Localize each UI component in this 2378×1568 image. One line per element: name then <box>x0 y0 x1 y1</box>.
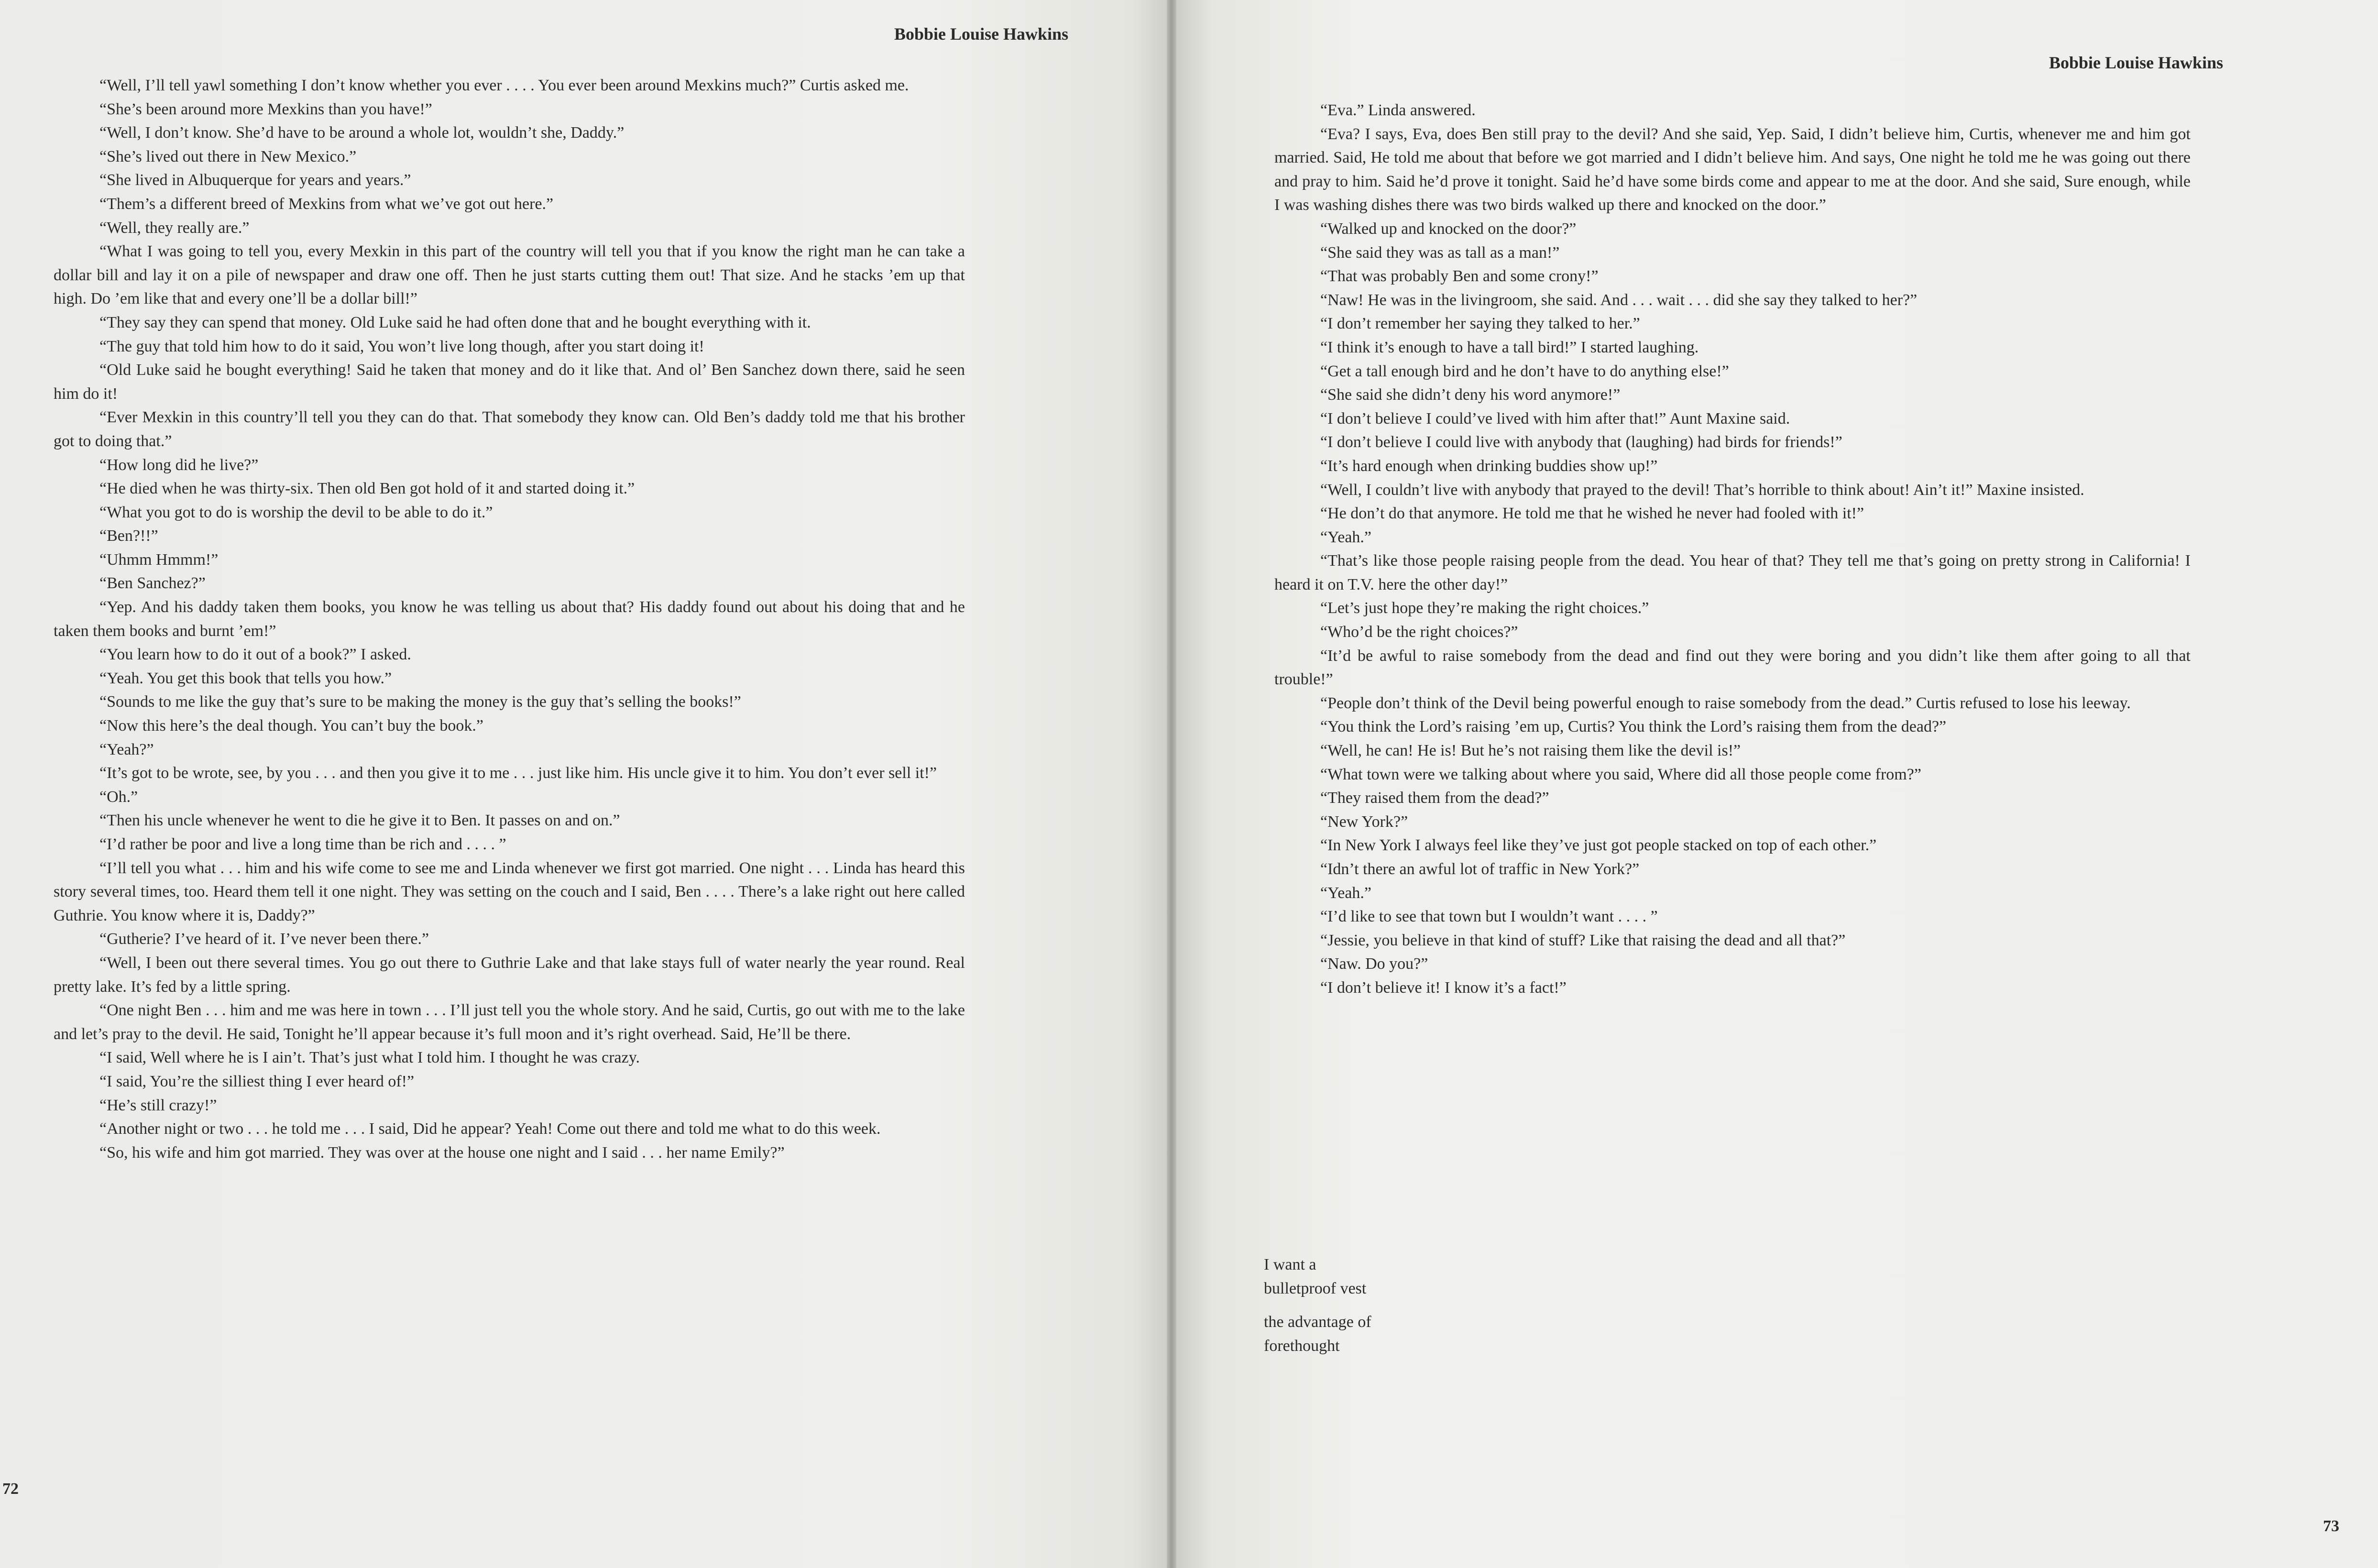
paragraph: “I don’t believe it! I know it’s a fact!” <box>1320 978 1567 997</box>
paragraph: “He don’t do that anymore. He told me that he wished he never had fooled with it!” <box>1320 504 1864 523</box>
book-gutter <box>1167 0 1176 1568</box>
paragraph: “One night Ben . . . him and me was here in town . . . I’ll just tell you the whole story. And he said, Curtis, go out with me to the lake and let’s pray to the devil. He said, Tonight he’ll appear because it’s full moon and it’s right overhead. Said, He’ll be there. <box>54 1001 965 1043</box>
paragraph: “He’s still crazy!” <box>99 1096 217 1114</box>
paragraph: “Eva.” Linda answered. <box>1320 101 1476 119</box>
paragraph: “Well, they really are.” <box>99 219 250 237</box>
paragraph: “She lived in Albuquerque for years and years.” <box>99 171 411 189</box>
right-page-body <box>1274 99 2191 1000</box>
paragraph: “Now this here’s the deal though. You can’t buy the book.” <box>99 717 483 735</box>
paragraph: “Yeah?” <box>99 740 154 758</box>
paragraph: “Well, I don’t know. She’d have to be around a whole lot, wouldn’t she, Daddy.” <box>99 124 625 142</box>
paragraph: “It’s hard enough when drinking buddies show up!” <box>1320 457 1658 475</box>
paragraph: “Old Luke said he bought everything! Said he taken that money and do it like that. And ol’ Ben Sanchez down there, said he seen him do it! <box>54 361 965 403</box>
paragraph: “Then his uncle whenever he went to die he give it to Ben. It passes on and on.” <box>99 811 620 830</box>
paragraph: “Well, I been out there several times. You go out there to Guthrie Lake and that lake stays full of water nearly the year round. Real pretty lake. It’s fed by a little spring. <box>54 954 965 996</box>
paragraph: “She’s been around more Mexkins than you have!” <box>99 100 432 118</box>
poem <box>1264 1253 1371 1368</box>
paragraph: “That was probably Ben and some crony!” <box>1320 267 1599 285</box>
paragraph: “That’s like those people raising people from the dead. You hear of that? They tell me that’s going on pretty strong in California! I heard it on T.V. here the other day!” <box>1274 552 2191 593</box>
paragraph: “Naw. Do you?” <box>1320 955 1428 973</box>
paragraph: “Well, he can! He is! But he’s not raising them like the devil is!” <box>1320 742 1741 760</box>
paragraph: “In New York I always feel like they’ve just got people stacked on top of each other.” <box>1320 836 1877 855</box>
paragraph: “I’d rather be poor and live a long time than be rich and . . . . ” <box>99 835 506 853</box>
paragraph: “The guy that told him how to do it said, You won’t live long though, after you start doing it! <box>99 337 704 355</box>
paragraph: “How long did he live?” <box>99 456 259 474</box>
paragraph: “Yeah.” <box>1320 884 1372 902</box>
paragraph: “Another night or two . . . he told me . . . I said, Did he appear? Yeah! Come out there and told me what to do this week. <box>99 1120 881 1138</box>
paragraph: “I think it’s enough to have a tall bird!” I started laughing. <box>1320 338 1699 356</box>
running-head: Bobbie Louise Hawkins <box>894 24 1069 44</box>
paragraph: “Eva? I says, Eva, does Ben still pray to the devil? And she said, Yep. Said, I didn’t believe him, Curtis, whenever me and him got married. Said, He told me about that before we got married and I didn’t believe him. And says, One night he told me he was going out there and pray to him. Said he’d prove it tonight. Said he’d have some birds come and appear to me at the door. And she said, Sure enough, while I was washing dishes there was two birds walked up there and knocked on the door.” <box>1274 125 2191 214</box>
paragraph: “It’d be awful to raise somebody from the dead and find out they were boring and you didn’t like them after going to all that trouble!” <box>1274 647 2191 689</box>
paragraph: “I said, You’re the silliest thing I ever heard of!” <box>99 1072 415 1090</box>
paragraph: “What town were we talking about where you said, Where did all those people come from?” <box>1320 765 1921 783</box>
paragraph: “So, his wife and him got married. They was over at the house one night and I said . . . her name Emily?” <box>99 1143 785 1162</box>
paragraph: “Walked up and knocked on the door?” <box>1320 219 1577 238</box>
paragraph: “I don’t believe I could live with anybody that (laughing) had birds for friends!” <box>1320 433 1842 451</box>
poem-stanza <box>1264 1310 1371 1358</box>
paragraph: “She said she didn’t deny his word anymore!” <box>1320 386 1621 404</box>
paragraph: “They raised them from the dead?” <box>1320 789 1549 807</box>
paragraph: “She said they was as tall as a man!” <box>1320 243 1560 262</box>
paragraph: “I don’t believe I could’ve lived with him after that!” Aunt Maxine said. <box>1320 409 1790 428</box>
poem-stanza <box>1264 1253 1371 1301</box>
poem-line: the advantage of <box>1264 1313 1371 1331</box>
paragraph: “Naw! He was in the livingroom, she said. And . . . wait . . . did she say they talked to her?” <box>1320 291 1918 309</box>
paragraph: “Ben Sanchez?” <box>99 574 206 592</box>
paragraph: “People don’t think of the Devil being powerful enough to raise somebody from the dead.” Curtis refused to lose his leeway. <box>1320 694 2131 712</box>
paragraph: “Gutherie? I’ve heard of it. I’ve never been there.” <box>99 930 429 948</box>
paragraph: “Get a tall enough bird and he don’t have to do anything else!” <box>1320 362 1729 380</box>
paragraph: “I’ll tell you what . . . him and his wife come to see me and Linda whenever we first got married. One night . . . Linda has heard this story several times, too. Heard them tell it one night. They was setting on the couch and I said, Ben . . . . There’s a lake right out here called Guthrie. You know where it is, Daddy?” <box>54 859 965 924</box>
page-number: 72 <box>2 1480 19 1498</box>
paragraph: “Oh.” <box>99 788 138 806</box>
paragraph: “I said, Well where he is I ain’t. That’s just what I told him. I thought he was crazy. <box>99 1049 640 1067</box>
poem-line: I want a <box>1264 1256 1316 1273</box>
left-page-body <box>54 74 965 1164</box>
paragraph: “Jessie, you believe in that kind of stuff? Like that raising the dead and all that?” <box>1320 931 1846 949</box>
poem-line: forethought <box>1264 1337 1340 1355</box>
paragraph: “I don’t remember her saying they talked to her.” <box>1320 315 1640 333</box>
paragraph: “They say they can spend that money. Old Luke said he had often done that and he bought everything with it. <box>99 313 811 331</box>
paragraph: “Ever Mexkin in this country’ll tell you they can do that. That somebody they know can. Old Ben’s daddy told me that his brother got to doing that.” <box>54 408 965 450</box>
paragraph: “Them’s a different breed of Mexkins from what we’ve got out here.” <box>99 195 554 213</box>
paragraph: “He died when he was thirty-six. Then old Ben got hold of it and started doing it.” <box>99 480 635 498</box>
paragraph: “Uhmm Hmmm!” <box>99 550 219 569</box>
paragraph: “What you got to do is worship the devil to be able to do it.” <box>99 503 493 521</box>
running-head: Bobbie Louise Hawkins <box>2049 53 2224 72</box>
paragraph: “Well, I couldn’t live with anybody that prayed to the devil! That’s horrible to think about! Ain’t it!” Maxine insisted. <box>1320 481 2084 499</box>
paragraph: “Yeah. You get this book that tells you how.” <box>99 669 392 687</box>
paragraph: “Who’d be the right choices?” <box>1320 623 1518 641</box>
paragraph: “Ben?!!” <box>99 527 158 545</box>
paragraph: “New York?” <box>1320 812 1408 831</box>
paragraph: “It’s got to be wrote, see, by you . . . and then you give it to me . . . just like him. His uncle give it to him. You don’t ever sell it!” <box>99 764 937 782</box>
paragraph: “I’d like to see that town but I wouldn’t want . . . . ” <box>1320 908 1658 926</box>
paragraph: “Let’s just hope they’re making the right choices.” <box>1320 599 1649 617</box>
left-page <box>0 0 1167 1568</box>
paragraph: “She’s lived out there in New Mexico.” <box>99 147 357 165</box>
right-page <box>1176 0 2378 1568</box>
paragraph: “Sounds to me like the guy that’s sure to be making the money is the guy that’s selling the books!” <box>99 693 741 711</box>
page-number: 73 <box>2323 1517 2339 1535</box>
paragraph: “You learn how to do it out of a book?” I asked. <box>99 646 411 664</box>
paragraph: “Yep. And his daddy taken them books, you know he was telling us about that? His daddy found out about his doing that and he taken them books and burnt ’em!” <box>54 598 965 640</box>
paragraph: “Yeah.” <box>1320 528 1372 546</box>
paragraph: “Idn’t there an awful lot of traffic in New York?” <box>1320 860 1640 878</box>
poem-line: bulletproof vest <box>1264 1280 1367 1297</box>
paragraph: “What I was going to tell you, every Mexkin in this part of the country will tell you that if you know the right man he can take a dollar bill and lay it on a pile of newspaper and draw one off. Then he just starts cutting them out! That size. And he stacks ’em up that high. Do ’em like that and every one’ll be a dollar bill!” <box>54 242 965 308</box>
paragraph: “You think the Lord’s raising ’em up, Curtis? You think the Lord’s raising them from the dead?” <box>1320 718 1947 736</box>
paragraph: “Well, I’ll tell yawl something I don’t know whether you ever . . . . You ever been around Mexkins much?” Curtis asked me. <box>99 77 909 94</box>
